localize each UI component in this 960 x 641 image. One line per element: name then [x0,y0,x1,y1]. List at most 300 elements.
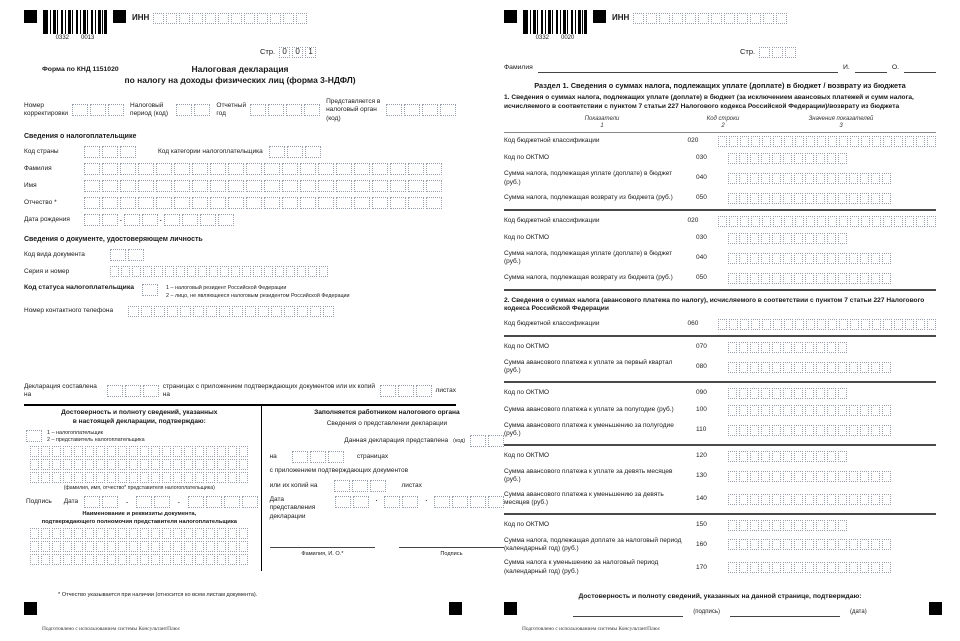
pages-label: страницах [356,453,389,461]
submitted-label: Данная декларация представлена [344,437,449,445]
char-cell [794,405,803,416]
char-cell [107,541,116,552]
row-label: Сумма авансового платежа к уменьшению за девять месяцев (руб.) [504,490,664,507]
row-value-cells [728,362,891,373]
char-cell [156,180,172,192]
row-value-cells [718,216,936,227]
char-cell [805,494,814,505]
char-cell [390,180,406,192]
char-cell [228,446,237,457]
char-cell [426,180,442,192]
char-cell [838,494,847,505]
row-line-code: 060 [687,320,699,328]
table-row [504,213,936,230]
row-label: Сумма авансового платежа к уплате за первый квартал (руб.) [504,359,673,375]
char-cell [729,319,738,330]
char-cell [827,233,836,244]
authority-doc-title-2: подтверждающего полномочия представителя налогоплательщика [41,518,237,525]
char-cell [860,539,869,550]
char-cell [52,554,61,565]
char-cell [173,472,182,483]
char-cell [174,163,190,175]
char-cell [96,472,105,483]
char-cell [74,446,83,457]
char-cell: 1 [305,47,316,58]
char-cell [805,253,814,264]
char-cell [729,136,738,147]
char-cell [871,273,880,284]
char-cell [761,342,770,353]
birthdate-day-cells [84,214,118,226]
status-legend-2: 2 – лицо, не являющееся налоговым резидентом Российской Федерации [166,293,350,300]
char-cell [74,554,83,565]
char-cell [52,528,61,539]
char-cell [41,472,50,483]
status-legend [166,284,350,300]
char-cell [816,451,825,462]
correction-label: Номер корректировки [24,102,69,118]
table-row [504,465,936,488]
char-cell [271,306,282,317]
char-cell [750,471,759,482]
char-cell [750,13,761,24]
firstname-cells [84,180,442,192]
char-cell [85,472,94,483]
char-cell [52,446,61,457]
char-cell [422,104,438,116]
char-cell [761,173,770,184]
char-cell [827,405,836,416]
char-cell [176,104,192,116]
char-cell [750,233,759,244]
char-cell [783,405,792,416]
taxpayer-section-title: Сведения о налогоплательщике [24,133,137,141]
char-cell [750,193,759,204]
char-cell [304,104,320,116]
char-cell [318,197,334,209]
char-cell [739,451,748,462]
table-divider [504,335,936,337]
char-cell [871,494,880,505]
decl-pages-cells [107,385,159,397]
barcode [523,10,587,34]
registration-mark [929,602,942,615]
char-cell [84,180,100,192]
char-cell [816,193,825,204]
consultant-credit: Подготовлено с использованием системы КонсультантПлюс [42,625,181,632]
attach-label: с приложением подтверждающих документов [269,467,409,475]
char-cell [96,446,105,457]
char-cell [750,362,759,373]
char-cell [728,388,737,399]
char-cell [927,136,936,147]
char-cell [827,193,836,204]
page-number-row [740,47,936,58]
char-cell [739,471,748,482]
char-cell [850,319,859,330]
char-cell [817,216,826,227]
char-cell [228,163,244,175]
char-cell [154,306,165,317]
char-cell [685,13,696,24]
char-cell [151,541,160,552]
char-cell [838,562,847,573]
char-cell [805,233,814,244]
char-cell [231,266,240,277]
table-row [504,419,936,442]
char-cell [794,494,803,505]
char-cell [772,451,781,462]
char-cell [838,520,847,531]
char-cell [52,541,61,552]
char-cell [794,362,803,373]
char-cell [905,216,914,227]
char-cell [849,539,858,550]
char-cell [41,446,50,457]
char-cell [761,273,770,284]
char-cell [286,266,295,277]
char-cell [816,342,825,353]
char-cell [772,233,781,244]
char-cell [794,471,803,482]
char-cell [390,163,406,175]
phone-label: Номер контактного телефона [24,306,114,314]
char-cell [195,472,204,483]
date-separator: . [126,498,128,506]
char-cell [102,197,118,209]
char-cell [305,146,321,158]
char-cell [772,471,781,482]
char-cell [151,472,160,483]
registration-mark [504,602,517,615]
col-header-linecode [700,116,746,132]
char-cell [772,425,781,436]
char-cell [74,528,83,539]
copies-label: или их копий на [269,481,318,489]
page-confirm-block [504,593,936,617]
table-divider [504,289,936,291]
char-cell [772,405,781,416]
char-cell [297,306,308,317]
char-cell [30,541,39,552]
char-cell [772,388,781,399]
char-cell [167,306,178,317]
char-cell [270,13,281,24]
char-cell [728,405,737,416]
row-label: Код по ОКТМО [504,234,550,242]
char-cell [118,528,127,539]
char-cell [138,180,154,192]
char-cell [927,216,936,227]
char-cell [871,562,880,573]
char-cell [838,405,847,416]
char-cell [224,496,240,508]
char-cell [860,362,869,373]
char-cell [90,104,106,116]
char-cell [195,541,204,552]
char-cell [205,13,216,24]
char-cell [728,539,737,550]
col-header-values-text: Значения показателей [808,115,874,122]
char-cell [136,496,152,508]
table-row [504,356,936,379]
char-cell [816,471,825,482]
char-cell [179,13,190,24]
page2-header [504,10,936,43]
char-cell [750,494,759,505]
official-use-title: Заполняется работником налогового органа [314,409,460,417]
firstname-label: Имя [24,181,37,189]
char-cell [96,459,105,470]
char-cell [210,163,226,175]
char-cell [772,253,781,264]
char-cell [871,193,880,204]
char-cell [894,216,903,227]
char-cell [220,266,229,277]
char-cell [231,13,242,24]
char-cell [284,306,295,317]
char-cell [283,13,294,24]
signature-block [24,404,466,571]
char-cell [838,362,847,373]
char-cell [354,163,370,175]
col-header-values [746,116,936,132]
char-cell [761,451,770,462]
char-cell [805,362,814,373]
page-number-row [260,47,456,58]
char-cell [783,342,792,353]
char-cell [120,197,136,209]
row-value-cells [728,405,891,416]
row-value-cells [728,471,891,482]
char-cell [838,388,847,399]
char-cell [728,362,737,373]
document-section-title: Сведения о документе, удостоверяющем личность [24,236,203,244]
official-name-caption [270,539,376,559]
date-separator: . [425,495,428,503]
signer-legend-1: 1 – налогоплательщик [47,429,103,436]
char-cell [805,471,814,482]
char-cell [246,197,262,209]
char-cell [264,197,280,209]
char-cell [182,214,198,226]
char-cell [761,562,770,573]
row-line-code: 140 [696,494,707,502]
form-title-line2: по налогу на доходы физических лиц (форма 3-НДФЛ) [124,74,356,85]
char-cell [860,273,869,284]
char-cell [728,425,737,436]
row-line-code: 030 [696,154,707,162]
char-cell [239,554,248,565]
char-cell [426,197,442,209]
char-cell [784,216,793,227]
authority-doc-cells [24,554,255,565]
row-line-code: 020 [687,137,699,145]
sign-date-day-cells [84,496,118,508]
char-cell [74,472,83,483]
char-cell [239,528,248,539]
char-cell [739,173,748,184]
char-cell [827,388,836,399]
char-cell [724,13,735,24]
char-cell [794,451,803,462]
char-cell [739,153,748,164]
char-cell [192,197,208,209]
representative-name-cells [24,459,255,470]
char-cell [882,539,891,550]
char-cell [783,451,792,462]
char-cell [143,385,159,397]
char-cell [860,425,869,436]
char-cell [860,193,869,204]
char-cell [218,214,234,226]
char-cell [838,253,847,264]
char-cell [839,136,848,147]
char-cell [783,273,792,284]
char-cell [372,163,388,175]
char-cell [217,459,226,470]
char-cell [805,193,814,204]
table-row [504,534,936,557]
char-cell [140,554,149,565]
char-cell [750,253,759,264]
submitted-code-label: (код) [453,437,466,444]
char-cell [828,136,837,147]
char-cell [41,541,50,552]
char-cell [772,362,781,373]
char-cell [140,446,149,457]
char-cell [849,193,858,204]
official-sheets-cells [334,480,386,492]
char-cell [84,496,100,508]
char-cell [253,266,262,277]
table-row [504,556,936,579]
char-cell [872,136,881,147]
page1-header [24,10,456,43]
doc-kind-label: Код вида документа [24,251,85,259]
char-cell [849,494,858,505]
phone-cells [128,306,334,317]
surname-cells [84,163,442,175]
char-cell [173,459,182,470]
char-cell [729,216,738,227]
char-cell [218,13,229,24]
char-cell [850,216,859,227]
row-line-code: 050 [696,274,707,282]
page-number-cells [759,47,796,58]
char-cell [762,136,771,147]
char-cell [184,472,193,483]
char-cell [269,146,285,158]
char-cell [728,471,737,482]
char-cell [107,385,123,397]
char-cell [210,197,226,209]
char-cell [129,459,138,470]
char-cell [783,494,792,505]
char-cell [794,253,803,264]
char-cell [173,446,182,457]
char-cell [805,405,814,416]
char-cell [816,494,825,505]
char-cell [129,446,138,457]
char-cell [795,319,804,330]
char-cell [118,446,127,457]
char-cell [783,153,792,164]
char-cell [296,13,307,24]
inn-label: ИНН [612,13,630,23]
char-cell [883,319,892,330]
char-cell [772,562,781,573]
char-cell [816,405,825,416]
char-cell [871,471,880,482]
signer-legend [47,430,145,444]
char-cell [162,554,171,565]
status-code-cells [142,284,158,296]
char-cell [773,136,782,147]
decl-part2: страницах с приложением подтверждающих документов или их копий на [162,382,375,398]
char-cell [156,197,172,209]
char-cell [404,104,420,116]
row-line-code: 170 [696,563,707,571]
table-row [504,488,936,511]
char-cell [827,253,836,264]
char-cell [838,342,847,353]
tax-authority-cells [386,104,456,116]
char-cell [828,319,837,330]
char-cell [151,446,160,457]
char-cell [63,554,72,565]
char-cell [751,216,760,227]
table-divider [504,513,936,515]
char-cell [310,451,326,463]
country-code-cells [84,146,136,158]
char-cell [646,13,657,24]
char-cell [772,494,781,505]
char-cell [882,173,891,184]
char-cell [805,273,814,284]
char-cell [85,554,94,565]
char-cell [761,539,770,550]
char-cell [232,306,243,317]
table-row [504,402,936,419]
char-cell [816,173,825,184]
char-cell [783,425,792,436]
confirm-title-1: Достоверность и полноту сведений, указанных [61,409,218,417]
status-code-label: Код статуса налогоплательщика [24,284,135,292]
char-cell [74,459,83,470]
char-cell [816,539,825,550]
col-header-indicators-num: 1 [600,123,604,130]
consultant-credit: Подготовлено с использованием системы КонсультантПлюс [522,625,661,632]
initial-i-line [855,64,887,73]
row-line-code: 130 [696,471,707,479]
char-cell [849,425,858,436]
char-cell [143,266,152,277]
col-header-values-num: 3 [839,123,843,130]
char-cell [308,266,317,277]
row-line-code: 090 [696,389,707,397]
char-cell [827,153,836,164]
char-cell [728,273,737,284]
char-cell [827,562,836,573]
barcode-block [43,10,107,43]
char-cell [750,405,759,416]
char-cell [408,197,424,209]
char-cell [184,541,193,552]
char-cell [816,520,825,531]
registration-mark [504,10,517,23]
row-value-cells [728,173,891,184]
